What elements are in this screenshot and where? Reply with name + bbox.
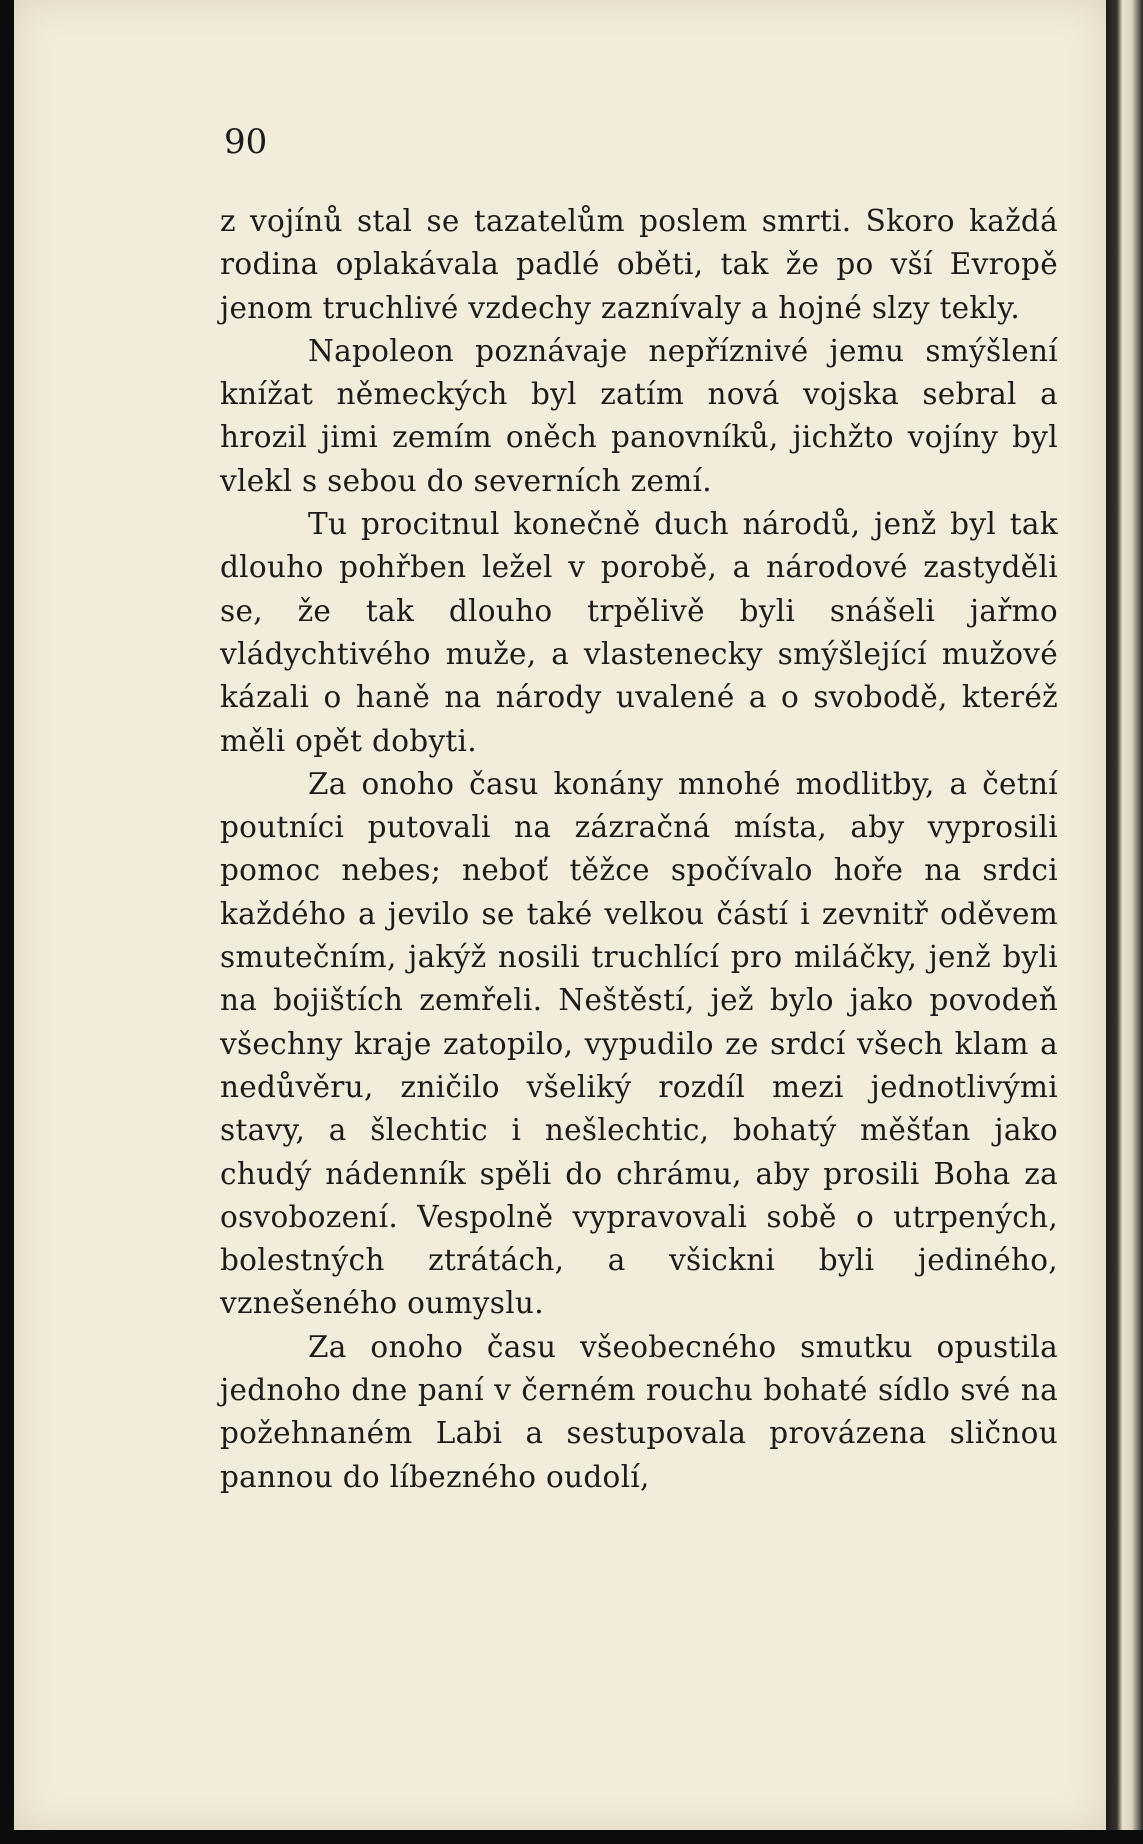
paragraph: Za onoho času všeobecného smutku opustila jednoho dne paní v černém rouchu bohaté sídlo své na požehnaném Labi a sestupovala provázena sličnou pannou do líbezného oudolí, <box>220 1329 1058 1494</box>
book-spine-edge <box>1106 0 1143 1844</box>
scan-border <box>0 1830 1143 1844</box>
paragraph: Tu procitnul konečně duch národů, jenž byl tak dlouho pohřben ležel v porobě, a národové zastyděli se, že tak dlouho trpělivě byli snášeli jařmo vládychtivého muže, a vlastenecky smýšlející mužové kázali o haně na národy uvalené a o svobodě, kteréž měli opět dobyti. <box>220 507 1058 758</box>
paragraph: z vojínů stal se tazatelům poslem smrti. Skoro každá rodina oplakávala padlé oběti, tak že po vší Evropě jenom truchlivé vzdechy zaznívaly a hojné slzy tekly. <box>220 204 1058 325</box>
body-text <box>220 200 1058 1499</box>
book-page <box>14 0 1106 1830</box>
page-number: 90 <box>224 122 268 162</box>
paragraph: Za onoho času konány mnohé modlitby, a četní poutníci putovali na zázračná místa, aby vyprosili pomoc nebes; neboť těžce spočívalo hoře na srdci každého a jevilo se také velkou částí i zevnitř oděvem smutečním, jakýž nosili truchlící pro miláčky, jenž byli na bojištích zemřeli. Neštěstí, jež bylo jako povodeň všechny kraje zatopilo, vypudilo ze srdcí všech klam a nedůvěru, zničilo všeliký rozdíl mezi jednotlivými stavy, a šlechtic i nešlechtic, bohatý měšťan jako chudý nádenník spěli do chrámu, aby prosili Boha za osvobození. Vespolně vypravovali sobě o utrpených, bolestných ztrátách, a všickni byli jediného, vznešeného oumyslu. <box>220 766 1058 1321</box>
paragraph: Napoleon poznávaje nepříznivé jemu smýšlení knížat německých byl zatím nová vojska sebral a hrozil jimi zemím oněch panovníků, jichžto vojíny byl vlekl s sebou do severních zemí. <box>220 333 1058 498</box>
